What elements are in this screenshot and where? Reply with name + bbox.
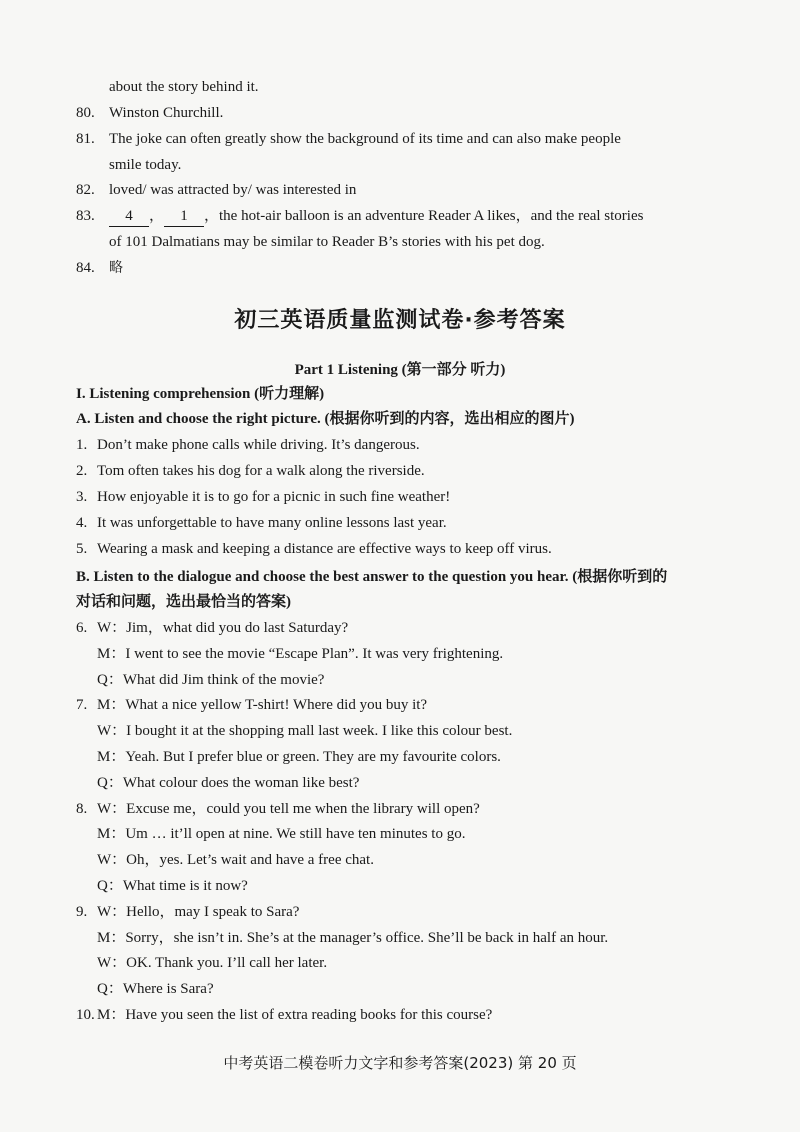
item-text: Don’t make phone calls while driving. It’s dangerous. xyxy=(97,437,420,453)
item-number: 2. xyxy=(76,463,88,479)
dialogue-text: Q：What did Jim think of the movie? xyxy=(97,672,325,688)
item-text: It was unforgettable to have many online lessons last year. xyxy=(97,515,447,531)
dialogue-text: Q：What colour does the woman like best? xyxy=(97,775,360,791)
item-number: 8. xyxy=(76,801,88,817)
part-heading: Part 1 Listening (第一部分 听力) xyxy=(294,362,506,378)
dialogue-text: M：Um … it’ll open at nine. We still have ten minutes to go. xyxy=(97,826,466,842)
dialogue-text: W：Excuse me，could you tell me when the library will open? xyxy=(97,801,480,817)
dialogue-text: M：Yeah. But I prefer blue or green. They are my favourite colors. xyxy=(97,749,501,765)
item-number: 1. xyxy=(76,437,88,453)
dialogue-text: W：I bought it at the shopping mall last week. I like this colour best. xyxy=(97,723,513,739)
item-number: 5. xyxy=(76,541,88,557)
item-number: 4. xyxy=(76,515,88,531)
dialogue-text: M：I went to see the movie “Escape Plan”. It was very frightening. xyxy=(97,646,504,662)
dialogue-text: M：What a nice yellow T-shirt! Where did you buy it? xyxy=(97,697,428,713)
page-title: 初三英语质量监测试卷·参考答案 xyxy=(234,308,566,333)
item-number: 10. xyxy=(76,1007,95,1023)
dialogue-text: W：Oh，yes. Let’s wait and have a free chat. xyxy=(97,852,374,868)
item-number: 9. xyxy=(76,904,88,920)
dialogue-text: Q：What time is it now? xyxy=(97,878,248,894)
item-number: 6. xyxy=(76,620,88,636)
dialogue-text: Q：Where is Sara? xyxy=(97,981,214,997)
page-footer: 中考英语二模卷听力文字和参考答案(2023) 第 20 页 xyxy=(223,1054,577,1072)
item-text: Wearing a mask and keeping a distance are effective ways to keep off virus. xyxy=(97,541,552,557)
item-number: 7. xyxy=(76,697,88,713)
document-page: about the story behind it. 80. Winston Churchill. 81. The joke can often greatly show the background of its time and can also make people smile today. 82. loved/ was attracted by/ was interested in 83. 4 ， 1 ，the hot-air balloon is an adventure Reader A likes，and the real stories of 101 Dalmatians may be similar to Reader B’s stories with his pet dog. 84. 略 初三英语质量监测试卷·参考答案 Part 1 Listening (第一部分 听力) I. Listening comprehension (听力理解) A. Listen and choose the right picture. (根据你听到的内容，选出相应的图片) 1. Don’t make phone calls while driving. It’s dangerous. 2. Tom often takes his dog for a walk along the riverside. 3. How enjoyable it is to go for a picnic in such fine weather! 4. It was unforgettable to have many online lessons last year. 5. Wearing a mask and keeping a distance are effective ways to keep off virus. B. Listen to the dialogue and choose the best answer to the question you hear. (根据你听到的 对话和问题，选出最恰当的答案) 6. W：Jim，what did you do last Saturday? M：I went to see the movie “Escape Plan”. It was very frightening. Q：What did Jim think of the movie? 7. M：What a nice yellow T-shirt! Where did you buy it? W：I bought it at the shopping mall last week. I like this colour best. M：Yeah. But I prefer blue or green. They are my favourite colors. Q：What colour does the woman like best? 8. W：Excuse me，could you tell me when the library will open? M：Um … it’ll open at nine. We still have ten minutes to go. W：Oh，yes. Let’s wait and have a free chat. Q：What time is it now? 9. W：Hello，may I speak to Sara? M：Sorry，she isn’t in. She’s at the manager’s office. She’ll be back in half an hour. W：OK. Thank you. I’ll call her later. Q：Where is Sara? 10. M：Have you seen the list of extra reading books for this course? 中考英语二模卷听力文字和参考答案(2023) 第 20 页 xyxy=(0,0,800,1132)
answer-83-blank-1: 4 xyxy=(109,206,149,227)
item-text: How enjoyable it is to go for a picnic in such fine weather! xyxy=(97,489,451,505)
dialogue-text: M：Sorry，she isn’t in. She’s at the manager’s office. She’ll be back in half an hour. xyxy=(97,930,609,946)
item-text: Tom often takes his dog for a walk along the riverside. xyxy=(97,463,425,479)
dialogue-text: M：Have you seen the list of extra reading books for this course? xyxy=(97,1007,493,1023)
dialogue-text: W：Hello，may I speak to Sara? xyxy=(97,904,300,920)
dialogue-text: W：OK. Thank you. I’ll call her later. xyxy=(97,955,328,971)
answer-83-blank-2: 1 xyxy=(164,206,204,227)
item-number: 3. xyxy=(76,489,88,505)
dialogue-text: W：Jim，what did you do last Saturday? xyxy=(97,620,349,636)
